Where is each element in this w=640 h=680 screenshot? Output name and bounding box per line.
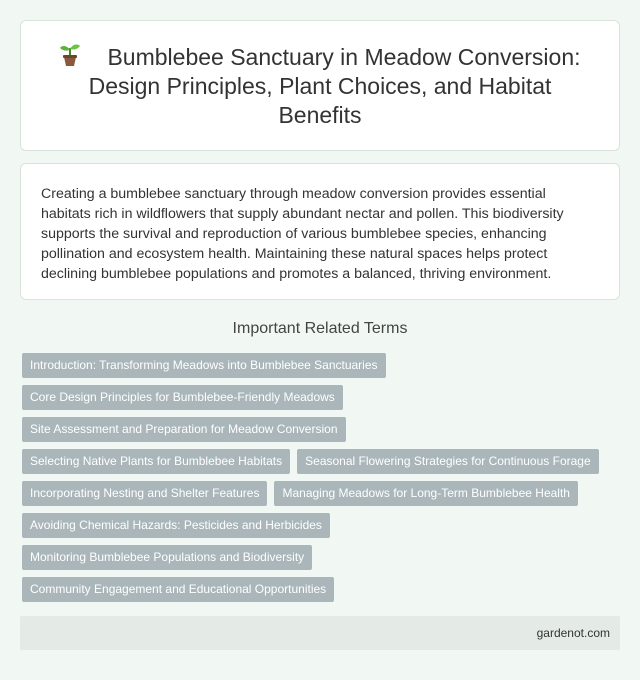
title-card <box>20 20 620 151</box>
term-row <box>22 513 622 538</box>
related-terms-list <box>22 353 622 609</box>
term-tag[interactable]: Core Design Principles for Bumblebee-Friendly Meadows <box>22 385 343 410</box>
term-tag[interactable]: Site Assessment and Preparation for Meadow Conversion <box>22 417 346 442</box>
page-title-text: Bumblebee Sanctuary in Meadow Conversion: Design Principles, Plant Choices, and Habitat Benefits <box>88 44 581 128</box>
term-tag[interactable]: Seasonal Flowering Strategies for Continuous Forage <box>297 449 599 474</box>
sprout-icon <box>59 42 81 68</box>
intro-card <box>20 163 620 300</box>
related-terms-heading: Important Related Terms <box>232 320 408 337</box>
term-row <box>22 353 622 378</box>
term-row <box>22 577 622 602</box>
page-title <box>45 42 595 130</box>
term-row <box>22 417 622 442</box>
term-tag[interactable]: Introduction: Transforming Meadows into Bumblebee Sanctuaries <box>22 353 386 378</box>
footer <box>20 616 620 650</box>
term-row <box>22 449 622 474</box>
term-row <box>22 385 622 410</box>
term-tag[interactable]: Managing Meadows for Long-Term Bumblebee Health <box>274 481 578 506</box>
term-tag[interactable]: Selecting Native Plants for Bumblebee Habitats <box>22 449 290 474</box>
term-tag[interactable]: Community Engagement and Educational Opportunities <box>22 577 334 602</box>
term-tag[interactable]: Monitoring Bumblebee Populations and Biodiversity <box>22 545 312 570</box>
intro-paragraph: Creating a bumblebee sanctuary through meadow conversion provides essential habitats rich in wildflowers that supply abundant nectar and pollen. This biodiversity supports the survival and reproduction of various bumblebee species, enhancing pollination and ecosystem health. Maintaining these natural spaces helps protect declining bumblebee populations and promotes a balanced, thriving environment. <box>41 186 564 282</box>
term-row <box>22 481 622 506</box>
term-tag[interactable]: Avoiding Chemical Hazards: Pesticides and Herbicides <box>22 513 330 538</box>
footer-site-link[interactable]: gardenot.com <box>536 626 610 640</box>
term-row <box>22 545 622 570</box>
term-tag[interactable]: Incorporating Nesting and Shelter Features <box>22 481 267 506</box>
